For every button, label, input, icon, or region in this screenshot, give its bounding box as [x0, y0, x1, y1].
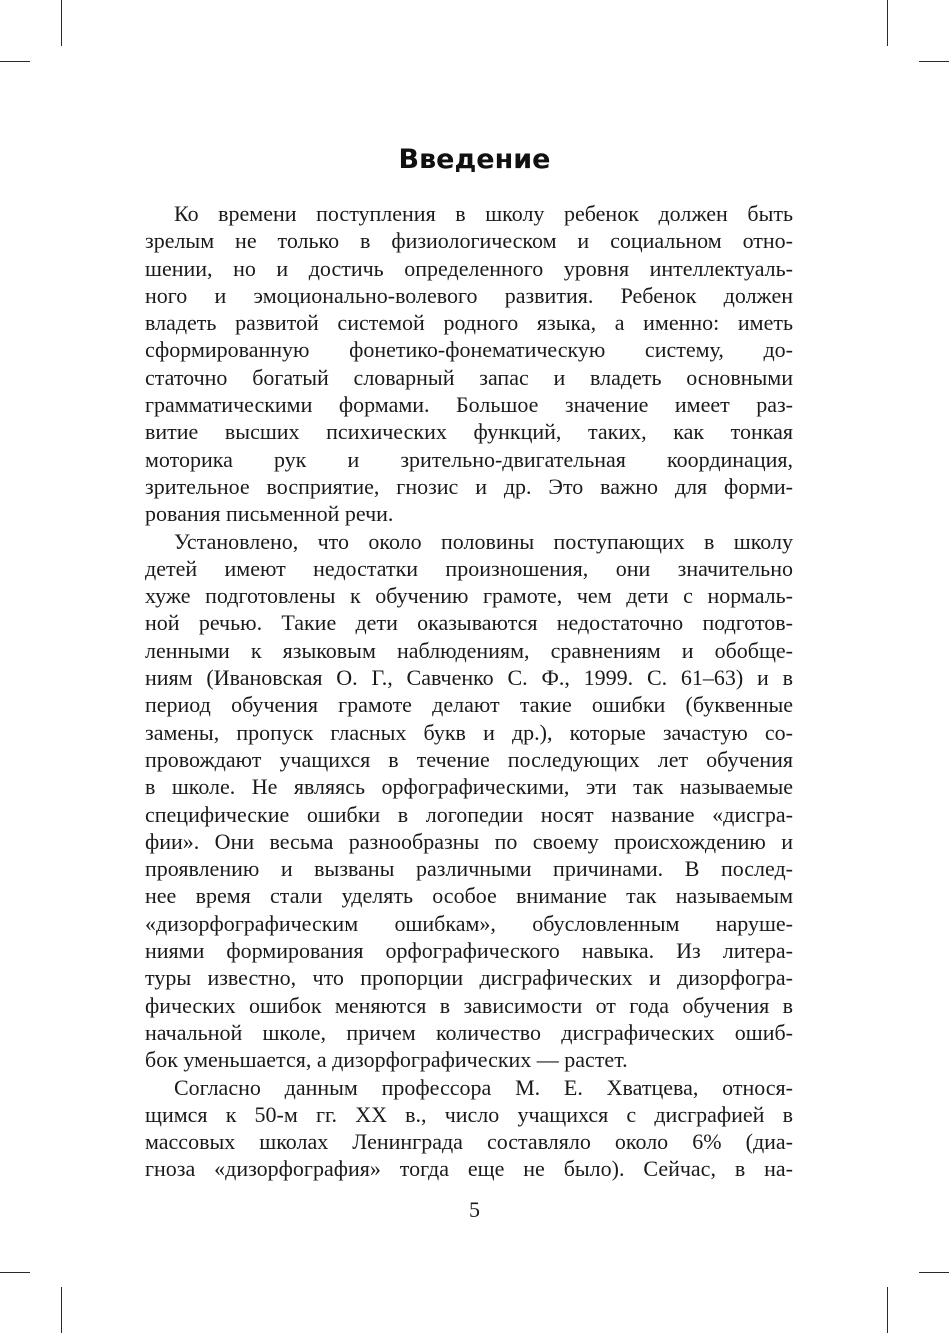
page-number: 5 — [469, 1197, 480, 1222]
paragraph-3 — [145, 1074, 793, 1183]
text-line: зрелым не только в физиологическом и социальном отно- — [145, 228, 793, 254]
crop-mark-bottom-left — [61, 1287, 62, 1333]
crop-mark-bottom-right-h — [919, 1272, 949, 1273]
text-line: Ко времени поступления в школу ребенок должен быть — [174, 201, 793, 226]
text-line: фии». Они весьма разнообразны по своему происхождению и — [145, 828, 793, 854]
crop-mark-top-left-h — [0, 61, 30, 62]
text-line: ленными к языковым наблюдениям, сравнениям и обобще- — [145, 637, 793, 663]
crop-mark-top-right — [887, 0, 888, 46]
text-line: грамматическими формами. Большое значение имеет раз- — [145, 392, 793, 418]
text-line: период обучения грамоте делают такие ошибки (буквенные — [145, 692, 793, 718]
text-line: хуже подготовлены к обучению грамоте, чем дети с нормаль- — [145, 583, 793, 609]
text-line: детей имеют недостатки произношения, они значительно — [145, 555, 793, 581]
text-line: ной речью. Такие дети оказываются недостаточно подготов- — [145, 610, 793, 636]
text-line: шении, но и достичь определенного уровня интеллектуаль- — [145, 255, 793, 281]
crop-mark-bottom-right — [887, 1287, 888, 1333]
crop-mark-top-right-h — [919, 61, 949, 62]
text-line: статочно богатый словарный запас и владеть основными — [145, 364, 793, 390]
text-line: владеть развитой системой родного языка, а именно: иметь — [145, 310, 793, 336]
text-line: начальной школе, причем количество дисграфических ошиб- — [145, 1019, 793, 1045]
text-line: замены, пропуск гласных букв и др.), которые зачастую со- — [145, 719, 793, 745]
body-text — [145, 200, 793, 1183]
text-line: фических ошибок меняются в зависимости от года обучения в — [145, 992, 793, 1018]
text-line: «дизорфографическим ошибкам», обусловленным наруше- — [145, 910, 793, 936]
text-line: моторика рук и зрительно-двигательная координация, — [145, 446, 793, 472]
text-line: нее время стали уделять особое внимание так называемым — [145, 883, 793, 909]
text-line: провождают учащихся в течение последующих лет обучения — [145, 746, 793, 772]
paragraph-1 — [145, 200, 793, 528]
text-line: Согласно данным профессора М. Е. Хватцева, относя- — [174, 1074, 793, 1100]
text-line: зрительное восприятие, гнозис и др. Это важно для форми- — [145, 473, 793, 499]
text-line: в школе. Не являясь орфографическими, эти так называемые — [145, 774, 793, 800]
text-line: Установлено, что около половины поступающих в школу — [174, 528, 793, 554]
text-line: щимся к 50-м гг. XX в., число учащихся с дисграфией в — [145, 1101, 793, 1127]
text-line: витие высших психических функций, таких, как тонкая — [145, 419, 793, 445]
text-line: специфические ошибки в логопедии носят название «дисгра- — [145, 801, 793, 827]
text-line: проявлению и вызваны различными причинами. В послед- — [145, 856, 793, 882]
crop-mark-top-left — [61, 0, 62, 46]
chapter-heading: Введение — [398, 144, 551, 175]
text-line: гноза «дизорфография» тогда еще не было). Сейчас, в на- — [145, 1156, 793, 1182]
paragraph-2 — [145, 528, 793, 1074]
text-line: ного и эмоционально-волевого развития. Ребенок должен — [145, 282, 793, 308]
text-line: туры известно, что пропорции дисграфических и дизорфогра- — [145, 965, 793, 991]
text-line: ниям (Ивановская О. Г., Савченко С. Ф., 1999. С. 61–63) и в — [145, 665, 793, 691]
text-line: массовых школах Ленинграда составляло около 6% (диа- — [145, 1129, 793, 1155]
text-line: сформированную фонетико-фонематическую систему, до- — [145, 337, 793, 363]
text-line: ниями формирования орфографического навыка. Из литера- — [145, 938, 793, 964]
text-line: рования письменной речи. — [145, 501, 394, 527]
crop-mark-bottom-left-h — [0, 1272, 30, 1273]
text-line: бок уменьшается, а дизорфографических — растет. — [145, 1047, 628, 1073]
